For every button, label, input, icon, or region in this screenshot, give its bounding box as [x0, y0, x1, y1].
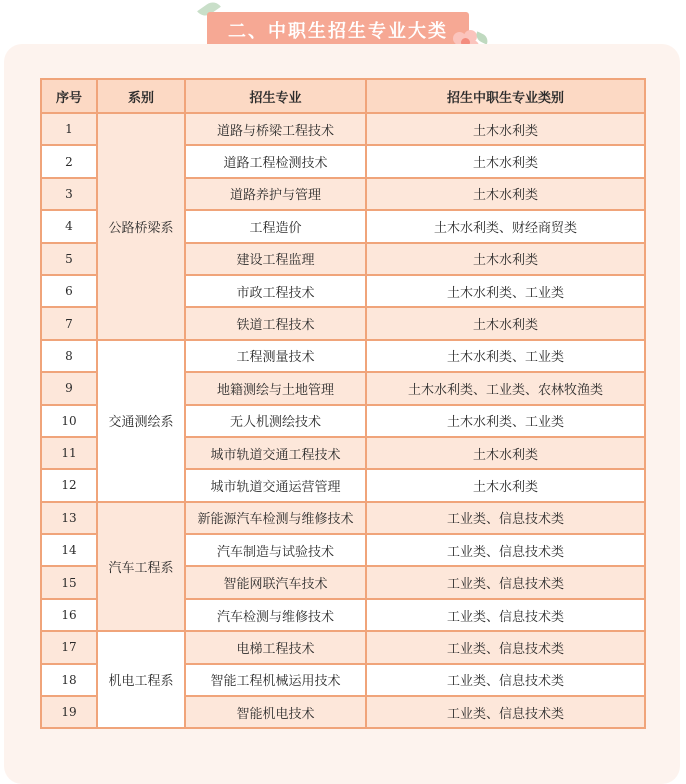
row-major: 智能工程机械运用技术	[185, 664, 366, 696]
row-major: 道路工程检测技术	[185, 145, 366, 177]
row-major: 铁道工程技术	[185, 307, 366, 339]
header-category: 招生中职生专业类别	[366, 79, 645, 113]
row-seq: 9	[41, 372, 97, 404]
row-department: 机电工程系	[97, 631, 185, 728]
row-category: 工业类、信息技术类	[366, 664, 645, 696]
row-seq: 15	[41, 566, 97, 598]
row-major: 新能源汽车检测与维修技术	[185, 502, 366, 534]
row-major: 电梯工程技术	[185, 631, 366, 663]
section-title: 二、中职生招生专业大类	[207, 12, 469, 48]
majors-table	[40, 78, 646, 729]
header-major: 招生专业	[185, 79, 366, 113]
row-major: 无人机测绘技术	[185, 405, 366, 437]
row-seq: 16	[41, 599, 97, 631]
row-category: 土木水利类	[366, 469, 645, 501]
row-major: 市政工程技术	[185, 275, 366, 307]
header-seq: 序号	[41, 79, 97, 113]
row-seq: 6	[41, 275, 97, 307]
row-category: 土木水利类	[366, 113, 645, 145]
row-department: 汽车工程系	[97, 502, 185, 632]
row-major: 智能网联汽车技术	[185, 566, 366, 598]
row-seq: 19	[41, 696, 97, 728]
row-seq: 10	[41, 405, 97, 437]
row-seq: 11	[41, 437, 97, 469]
row-seq: 14	[41, 534, 97, 566]
row-major: 工程测量技术	[185, 340, 366, 372]
row-major: 汽车制造与试验技术	[185, 534, 366, 566]
table-row	[41, 340, 645, 372]
row-category: 工业类、信息技术类	[366, 566, 645, 598]
row-seq: 18	[41, 664, 97, 696]
row-major: 道路与桥梁工程技术	[185, 113, 366, 145]
row-seq: 7	[41, 307, 97, 339]
row-seq: 8	[41, 340, 97, 372]
row-category: 土木水利类	[366, 145, 645, 177]
row-category: 土木水利类、工业类、农林牧渔类	[366, 372, 645, 404]
row-seq: 4	[41, 210, 97, 242]
header-dept: 系别	[97, 79, 185, 113]
row-major: 智能机电技术	[185, 696, 366, 728]
row-category: 工业类、信息技术类	[366, 599, 645, 631]
row-category: 工业类、信息技术类	[366, 631, 645, 663]
row-seq: 3	[41, 178, 97, 210]
row-major: 城市轨道交通运营管理	[185, 469, 366, 501]
table-row	[41, 631, 645, 663]
row-major: 建设工程监理	[185, 243, 366, 275]
table-row	[41, 502, 645, 534]
table-body	[41, 113, 645, 728]
row-seq: 5	[41, 243, 97, 275]
row-seq: 2	[41, 145, 97, 177]
row-major: 城市轨道交通工程技术	[185, 437, 366, 469]
row-category: 土木水利类	[366, 307, 645, 339]
row-seq: 12	[41, 469, 97, 501]
row-seq: 13	[41, 502, 97, 534]
row-category: 土木水利类	[366, 437, 645, 469]
table-header-row	[41, 79, 645, 113]
row-category: 土木水利类	[366, 243, 645, 275]
row-major: 地籍测绘与土地管理	[185, 372, 366, 404]
row-major: 工程造价	[185, 210, 366, 242]
section-title-banner	[207, 8, 469, 48]
row-category: 工业类、信息技术类	[366, 502, 645, 534]
row-category: 土木水利类	[366, 178, 645, 210]
row-category: 工业类、信息技术类	[366, 534, 645, 566]
row-major: 道路养护与管理	[185, 178, 366, 210]
row-category: 土木水利类、财经商贸类	[366, 210, 645, 242]
row-major: 汽车检测与维修技术	[185, 599, 366, 631]
table-row	[41, 113, 645, 145]
row-department: 公路桥梁系	[97, 113, 185, 340]
row-seq: 17	[41, 631, 97, 663]
row-category: 土木水利类、工业类	[366, 275, 645, 307]
row-seq: 1	[41, 113, 97, 145]
row-category: 土木水利类、工业类	[366, 340, 645, 372]
row-category: 土木水利类、工业类	[366, 405, 645, 437]
row-department: 交通测绘系	[97, 340, 185, 502]
row-category: 工业类、信息技术类	[366, 696, 645, 728]
